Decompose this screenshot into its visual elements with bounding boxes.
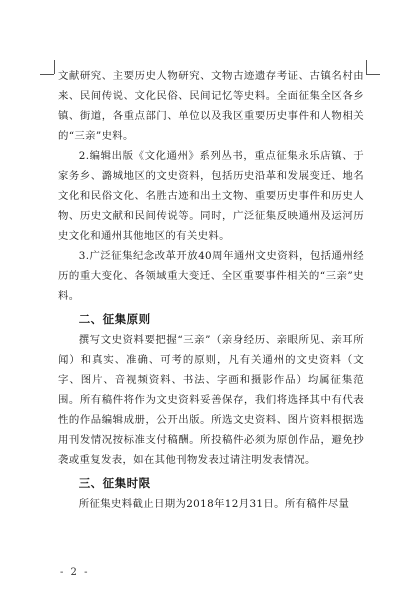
paragraph-deadline: 所征集史料截止日期为2018年12月31日。所有稿件尽量 (78, 498, 350, 510)
paragraph-item-2: 2.编辑出版《文化通州》系列丛书，重点征集永乐店镇、于家务乡、潞城地区的文史资料，包括历史沿革和发展变迁、地名文化和民俗文化、名胜古迹和出土文物、重要历史事件和历史人物、历史文献和民间传说等。同时，广泛征集反映通州及运河历史文化和通州其他地区的有关史料。 (58, 150, 364, 242)
section-heading-deadline: 三、征集时限 (78, 476, 151, 490)
paragraph-principles: 撰写文史资料要把握“三亲”（亲身经历、亲眼所见、亲耳所闻）和真实、准确、可考的原则，凡有关通州的文史资料（文字、图片、音视频资料、书法、字画和摄影作品）均属征集范围。所有稿件将作为文史资料妥善保存，我们将选择其中有代表性的作品编辑成册，公开出版。所选文史资料、图片资料根据选用刊发情况按标准支付稿酬。所投稿件必须为原创作品，避免抄袭或重复发表，如在其他刊物发表过请注明发表情况。 (58, 334, 364, 466)
document-body (58, 66, 364, 514)
crop-mark-top-right-vertical (366, 60, 367, 74)
paragraph-continued: 文献研究、主要历史人物研究、文物古迹遗存考证、古镇名村由来、民间传说、文化民俗、民间记忆等史料。全面征集全区各乡镇、街道，各重点部门、单位以及我区重要历史事件和人物相关的“三亲”史料。 (58, 70, 364, 142)
section-heading-principles: 二、征集原则 (78, 312, 151, 326)
page-number: - 2 - (60, 567, 90, 578)
crop-mark-top-left-vertical (54, 60, 55, 74)
crop-mark-top-left-horizontal (40, 74, 54, 75)
crop-mark-top-right-horizontal (366, 74, 380, 75)
paragraph-item-3: 3.广泛征集纪念改革开放40周年通州文史资料，包括通州经历的重大变化、各领域重大变迁、全区重要事件相关的“三亲”史料。 (58, 250, 364, 302)
